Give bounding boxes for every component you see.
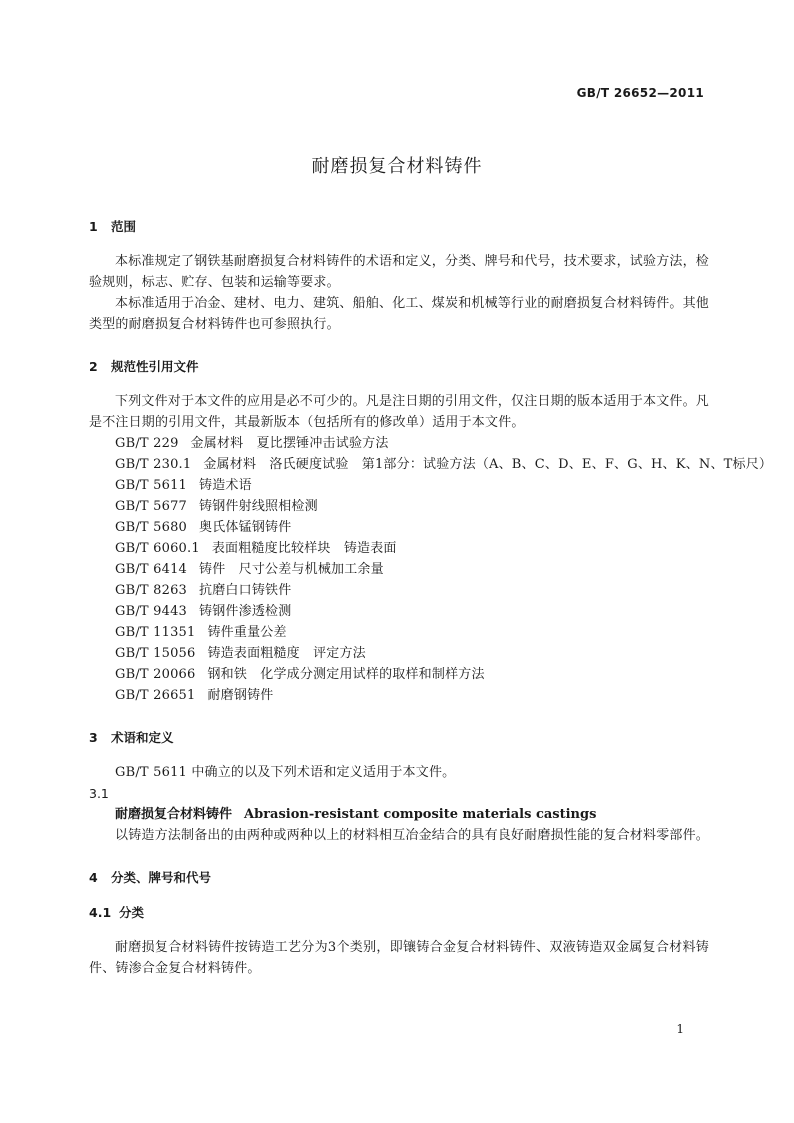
scope-paragraph-2: 本标准适用于冶金、建材、电力、建筑、船舶、化工、煤炭和机械等行业的耐磨损复合材料铸件。其他类型的耐磨损复合材料铸件也可参照执行。 bbox=[89, 296, 710, 332]
classification-paragraph: 耐磨损复合材料铸件按铸造工艺分为3个类别，即镶铸合金复合材料铸件、双液铸造双金属复合材料铸件、铸渗合金复合材料铸件。 bbox=[89, 940, 709, 976]
section-number: 1 bbox=[89, 219, 98, 234]
reference-code: GB/T 20066 bbox=[115, 667, 196, 682]
reference-title: 铸钢件渗透检测 bbox=[199, 604, 292, 619]
reference-item bbox=[89, 517, 709, 538]
reference-title: 铸件重量公差 bbox=[207, 625, 287, 640]
term-chinese: 耐磨损复合材料铸件 bbox=[115, 807, 233, 822]
reference-item bbox=[89, 664, 709, 685]
section-4-heading bbox=[89, 867, 709, 888]
reference-code: GB/T 5680 bbox=[115, 520, 188, 535]
reference-title: 铸造表面粗糙度 评定方法 bbox=[207, 646, 366, 661]
term-entry bbox=[89, 804, 709, 825]
section-number: 2 bbox=[89, 359, 98, 374]
scope-paragraph-1: 本标准规定了钢铁基耐磨损复合材料铸件的术语和定义，分类、牌号和代号，技术要求，试验方法，检验规则，标志、贮存、包装和运输等要求。 bbox=[89, 254, 710, 290]
reference-title: 表面粗糙度比较样块 铸造表面 bbox=[211, 541, 397, 556]
reference-code: GB/T 5677 bbox=[115, 499, 188, 514]
reference-list bbox=[89, 433, 773, 706]
standard-number: GB/T 26652—2011 bbox=[576, 86, 704, 100]
reference-code: GB/T 6414 bbox=[115, 562, 188, 577]
term-definition: 以铸造方法制备出的由两种或两种以上的材料相互冶金结合的具有良好耐磨损性能的复合材料零部件。 bbox=[115, 828, 710, 843]
reference-item bbox=[89, 580, 709, 601]
document-title: 耐磨损复合材料铸件 bbox=[311, 156, 483, 177]
reference-item bbox=[89, 685, 709, 706]
section-1-heading bbox=[89, 216, 709, 237]
references-intro: 下列文件对于本文件的应用是必不可少的。凡是注日期的引用文件，仅注日期的版本适用于本文件。凡是不注日期的引用文件，其最新版本（包括所有的修改单）适用于本文件。 bbox=[89, 394, 710, 430]
section-number: 3 bbox=[89, 730, 98, 745]
reference-title: 抗磨白口铸铁件 bbox=[199, 583, 292, 598]
reference-code: GB/T 229 bbox=[115, 436, 179, 451]
section-3-heading bbox=[89, 727, 709, 748]
section-title: 术语和定义 bbox=[111, 730, 174, 745]
reference-code: GB/T 230.1 bbox=[115, 457, 192, 472]
reference-item bbox=[89, 559, 709, 580]
reference-item bbox=[89, 538, 709, 559]
document-body bbox=[89, 216, 773, 979]
reference-item bbox=[89, 601, 709, 622]
reference-code: GB/T 11351 bbox=[115, 625, 196, 640]
section-title: 分类、牌号和代号 bbox=[111, 870, 212, 885]
reference-item bbox=[89, 622, 709, 643]
reference-item bbox=[89, 643, 709, 664]
reference-title: 铸件 尺寸公差与机械加工余量 bbox=[199, 562, 384, 577]
clause-number: 3.1 bbox=[89, 786, 109, 801]
reference-title: 金属材料 洛氏硬度试验 第1部分：试验方法（A、B、C、D、E、F、G、H、K、N、T标尺） bbox=[203, 457, 773, 472]
reference-title: 钢和铁 化学成分测定用试样的取样和制样方法 bbox=[207, 667, 485, 682]
reference-title: 金属材料 夏比摆锤冲击试验方法 bbox=[190, 436, 389, 451]
reference-item bbox=[89, 433, 709, 454]
term-english: Abrasion-resistant composite materials castings bbox=[244, 807, 597, 822]
reference-title: 铸钢件射线照相检测 bbox=[199, 499, 318, 514]
section-2-heading bbox=[89, 356, 709, 377]
page-number: 1 bbox=[676, 1022, 684, 1036]
reference-code: GB/T 26651 bbox=[115, 688, 196, 703]
reference-code: GB/T 6060.1 bbox=[115, 541, 200, 556]
section-title: 规范性引用文件 bbox=[111, 359, 199, 374]
subsection-title: 分类 bbox=[119, 905, 145, 920]
subsection-number: 4.1 bbox=[89, 905, 112, 920]
reference-title: 铸造术语 bbox=[199, 478, 252, 493]
section-number: 4 bbox=[89, 870, 98, 885]
reference-code: GB/T 9443 bbox=[115, 604, 188, 619]
reference-code: GB/T 5611 bbox=[115, 478, 188, 493]
subsection-4-1-heading bbox=[89, 902, 709, 923]
reference-code: GB/T 8263 bbox=[115, 583, 188, 598]
reference-item bbox=[89, 475, 709, 496]
section-title: 范围 bbox=[111, 219, 137, 234]
reference-title: 耐磨钢铸件 bbox=[207, 688, 274, 703]
reference-item bbox=[89, 496, 709, 517]
reference-item bbox=[89, 454, 773, 475]
reference-title: 奥氏体锰钢铸件 bbox=[199, 520, 292, 535]
terms-intro: GB/T 5611 中确立的以及下列术语和定义适用于本文件。 bbox=[115, 765, 456, 780]
reference-code: GB/T 15056 bbox=[115, 646, 196, 661]
